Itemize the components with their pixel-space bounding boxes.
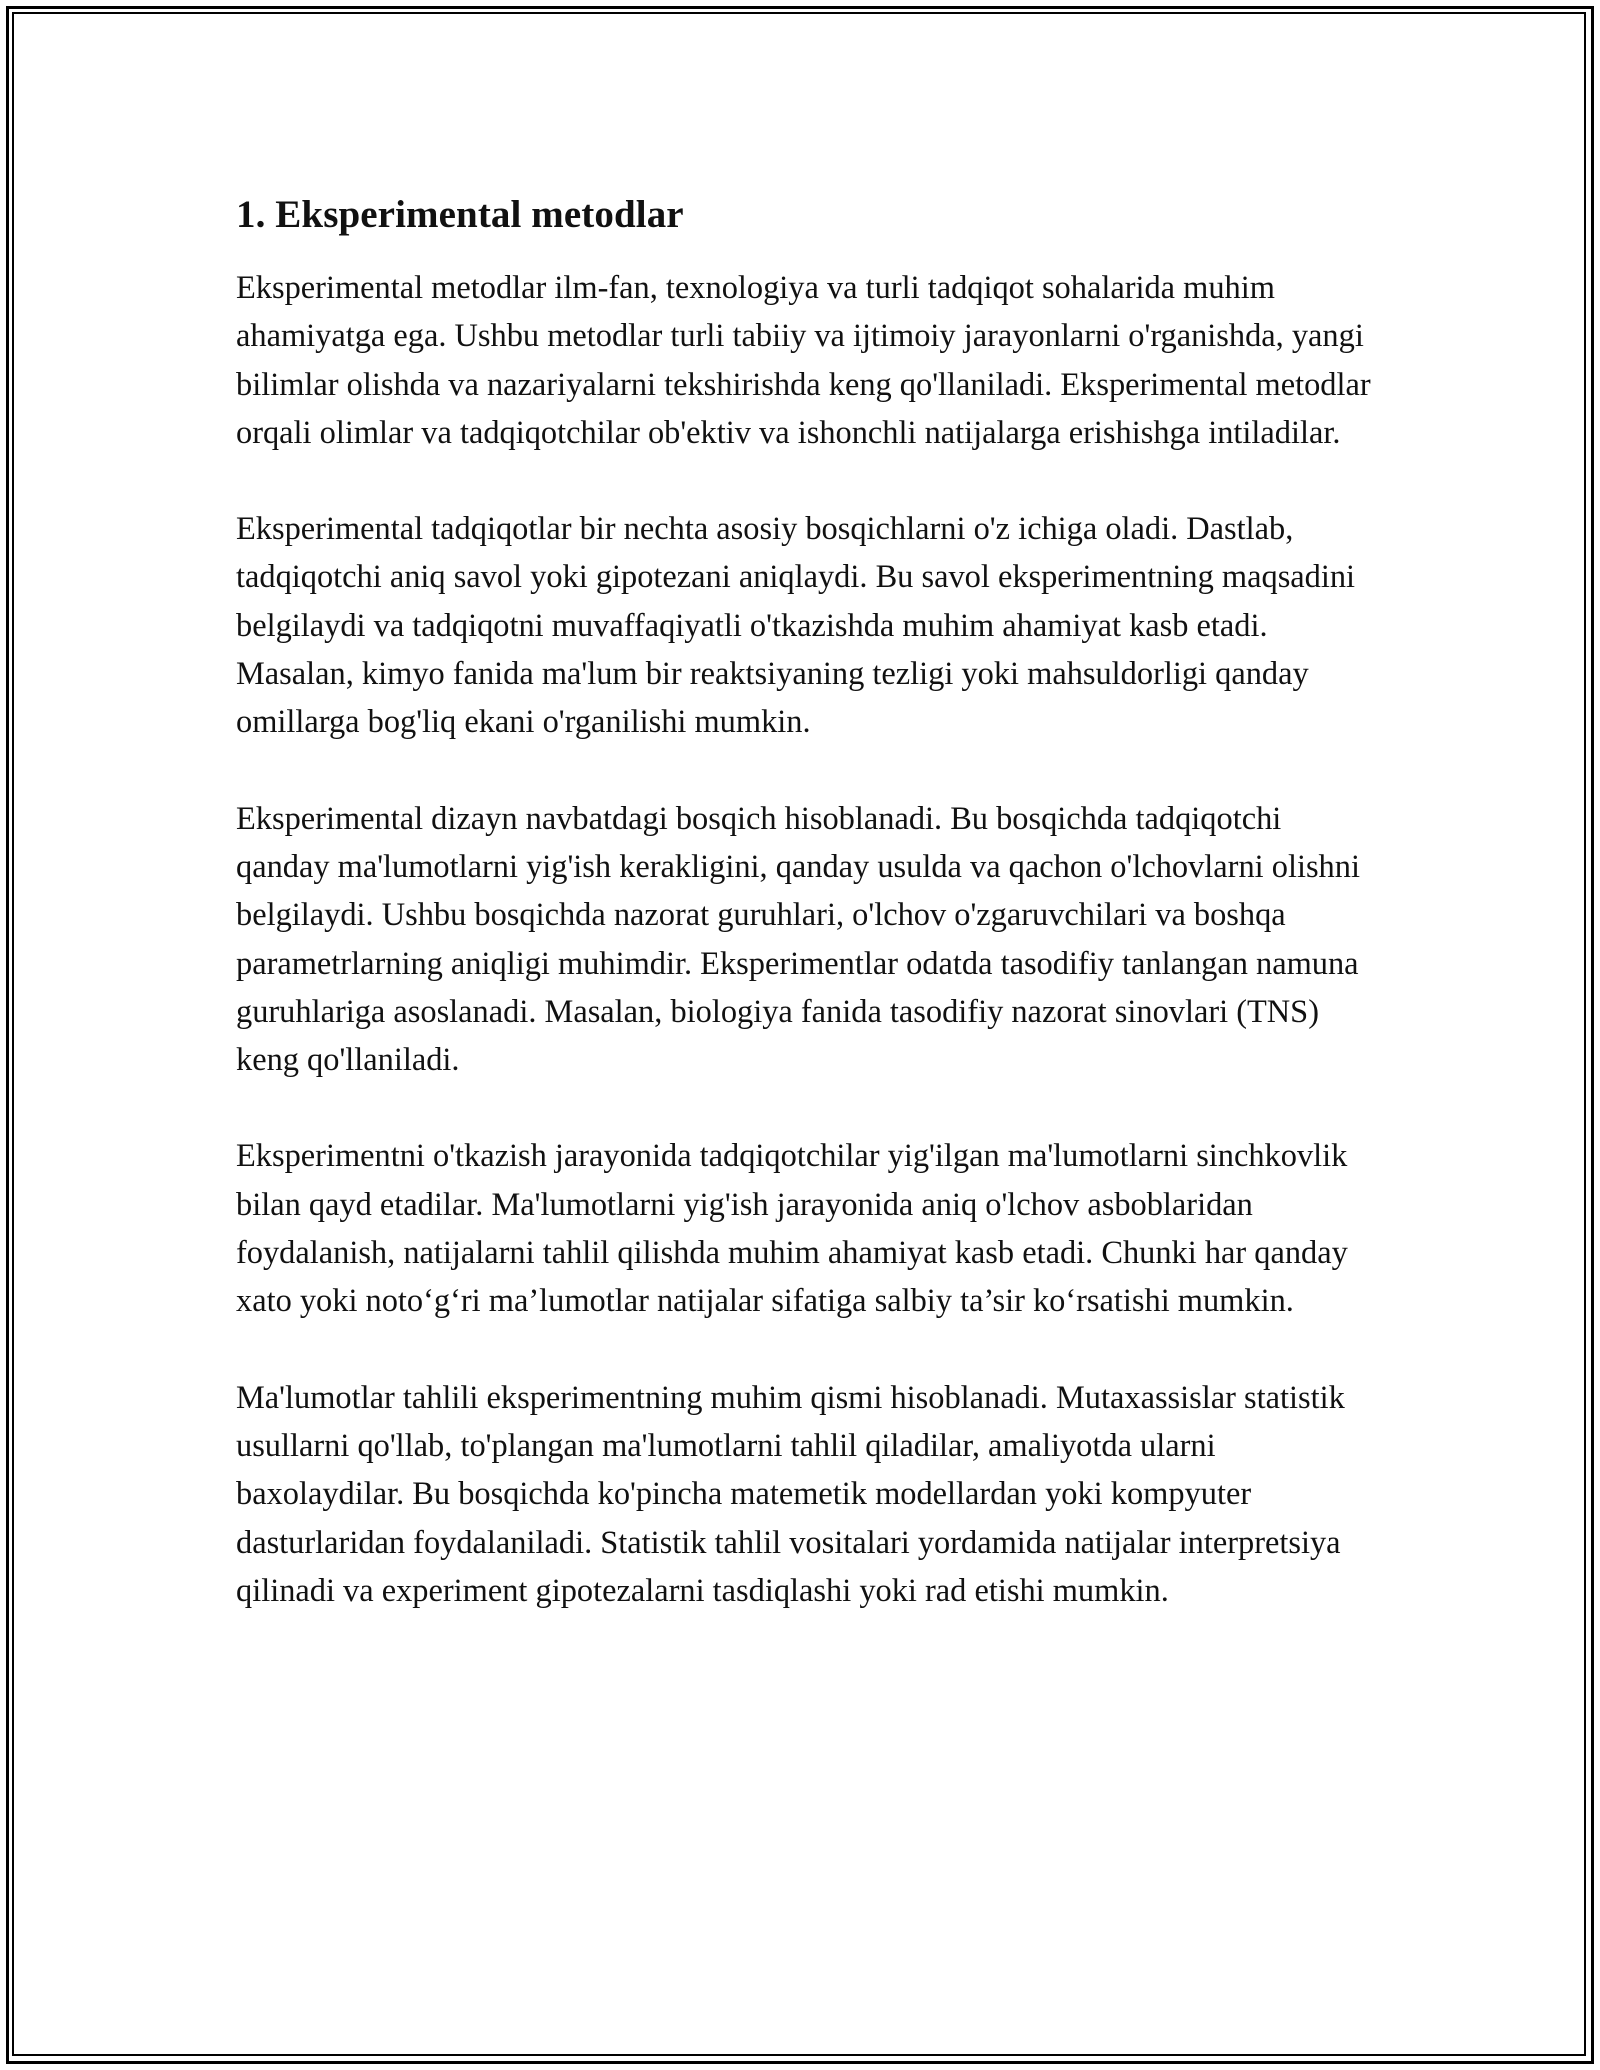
document-body <box>236 188 1376 1663</box>
section-heading: 1. Eksperimental metodlar <box>236 193 684 236</box>
paragraph-3: Eksperimental dizayn navbatdagi bosqich hisoblanadi. Bu bosqichda tadqiqotchi qanday ma'lumotlarni yig'ish kerakligini, qanday usulda va qachon o'lchovlarni olishni belgilaydi. Ushbu bosqichda nazorat guruhlari, o'lchov o'zgaruvchilari va boshqa parametrlarning aniqligi muhimdir. Eksperimentlar odatda tasodifiy tanlangan namuna guruhlariga asoslanadi. Masalan, biologiya fanida tasodifiy nazorat sinovlari (TNS) keng qo'llaniladi. <box>236 800 1360 1079</box>
paragraph-1: Eksperimental metodlar ilm-fan, texnologiya va turli tadqiqot sohalarida muhim ahamiyatga ega. Ushbu metodlar turli tabiiy va ijtimoiy jarayonlarni o'rganishda, yangi bilimlar olishda va nazariyalarni tekshirishda keng qo'llaniladi. Eksperimental metodlar orqali olimlar va tadqiqotchilar ob'ektiv va ishonchli natijalarga erishishga intiladilar. <box>236 270 1371 451</box>
paragraph-2: Eksperimental tadqiqotlar bir nechta asosiy bosqichlarni o'z ichiga oladi. Dastlab, tadqiqotchi aniq savol yoki gipotezani aniqlaydi. Bu savol eksperimentning maqsadini belgilaydi va tadqiqotni muvaffaqiyatli o'tkazishda muhim ahamiyat kasb etadi. Masalan, kimyo fanida ma'lum bir reaktsiyaning tezligi yoki mahsuldorligi qanday omillarga bog'liq ekani o'rganilishi mumkin. <box>236 511 1356 741</box>
paragraph-4: Eksperimentni o'tkazish jarayonida tadqiqotchilar yig'ilgan ma'lumotlarni sinchkovlik bilan qayd etadilar. Ma'lumotlarni yig'ish jarayonida aniq o'lchov asboblaridan foydalanish, natijalarni tahlil qilishda muhim ahamiyat kasb etadi. Chunki har qanday xato yoki noto‘g‘ri ma’lumotlar natijalar sifatiga salbiy ta’sir ko‘rsatishi mumkin. <box>236 1138 1348 1320</box>
paragraph-5: Ma'lumotlar tahlili eksperimentning muhim qismi hisoblanadi. Mutaxassislar statistik usullarni qo'llab, to'plangan ma'lumotlarni tahlil qiladilar, amaliyotda ularni baxolaydilar. Bu bosqichda ko'pincha matemetik modellardan yoki kompyuter dasturlaridan foydalaniladi. Statistik tahlil vositalari yordamida natijalar interpretsiya qilinadi va experiment gipotezalarni tasdiqlashi yoki rad etishi mumkin. <box>236 1379 1345 1609</box>
